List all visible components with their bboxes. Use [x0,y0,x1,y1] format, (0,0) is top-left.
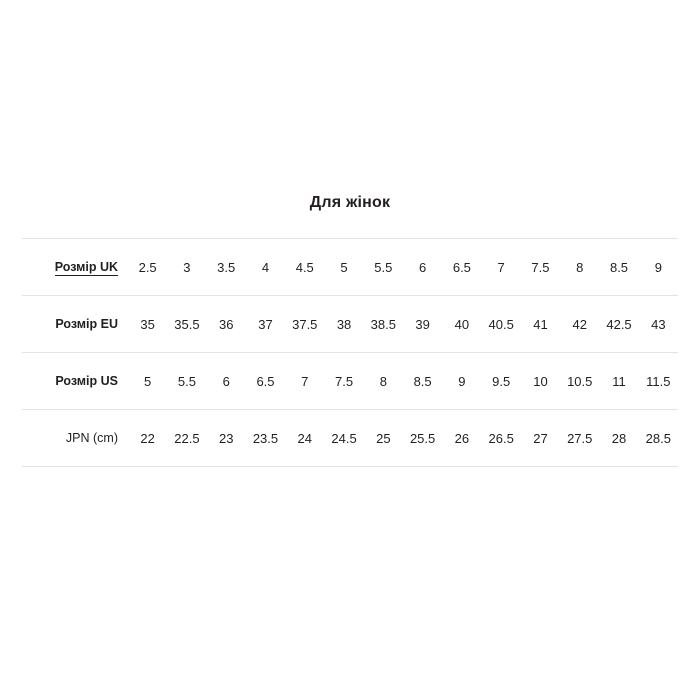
cell: 36 [218,316,234,332]
cell: 24.5 [331,430,357,446]
cell: 10.5 [567,373,593,389]
cell: 7.5 [531,259,550,275]
cell: 8.5 [413,373,432,389]
cell: 11 [612,373,626,389]
cell: 40 [454,316,470,332]
cell: 41 [533,316,548,332]
cell: 7.5 [335,373,354,389]
row-label-us: Розмір US [55,374,118,388]
cell: 43 [651,316,666,332]
cell: 2.5 [138,259,157,275]
cell: 5.5 [374,259,393,275]
cell: 28.5 [645,430,671,446]
cell: 7 [301,373,309,389]
cell: 35 [140,316,155,332]
cell: 5 [340,259,348,275]
cell: 6 [418,259,427,275]
cell: 24 [297,430,312,446]
cell: 40.5 [488,316,514,332]
cell: 7 [497,259,505,275]
cell: 3 [183,259,191,275]
cell: 26 [454,430,470,446]
cell: 39 [415,316,430,332]
cell: 35.5 [174,316,200,332]
table-row [22,353,678,410]
cell: 26.5 [488,430,514,446]
cell: 9 [458,373,466,389]
cell: 10 [533,373,548,389]
table-row [22,296,678,353]
table-row [22,239,678,296]
size-table [22,238,678,467]
cell: 8 [379,373,387,389]
cell: 6.5 [256,373,275,389]
cell: 37 [258,316,273,332]
cell: 4.5 [295,259,314,275]
cell: 9.5 [492,373,511,389]
cell: 8 [576,259,584,275]
size-table-container [22,238,678,467]
cell: 23 [218,430,234,446]
cell: 25.5 [409,430,436,446]
cell: 5 [144,373,152,389]
row-label-uk: Розмір UK [54,260,118,274]
cell: 9 [654,259,662,275]
row-label-eu: Розмір EU [55,317,118,331]
cell: 38 [336,316,352,332]
cell: 42 [572,316,587,332]
cell: 11.5 [646,373,671,389]
cell: 22.5 [174,430,200,446]
cell: 6 [222,373,230,389]
cell: 27 [533,430,548,446]
cell: 23.5 [252,430,279,446]
cell: 25 [376,430,391,446]
cell: 22 [140,430,155,446]
cell: 38.5 [370,316,396,332]
cell: 6.5 [452,259,471,275]
cell: 28 [611,430,627,446]
page-title: Для жінок [309,194,391,211]
cell: 3.5 [217,259,236,275]
row-label-jpn: JPN (cm) [65,431,118,445]
cell: 37.5 [292,316,318,332]
cell: 5.5 [177,373,196,389]
cell: 4 [261,259,270,275]
cell: 8.5 [609,259,629,275]
cell: 42.5 [606,316,632,332]
cell: 27.5 [567,430,593,446]
table-row [22,410,678,467]
